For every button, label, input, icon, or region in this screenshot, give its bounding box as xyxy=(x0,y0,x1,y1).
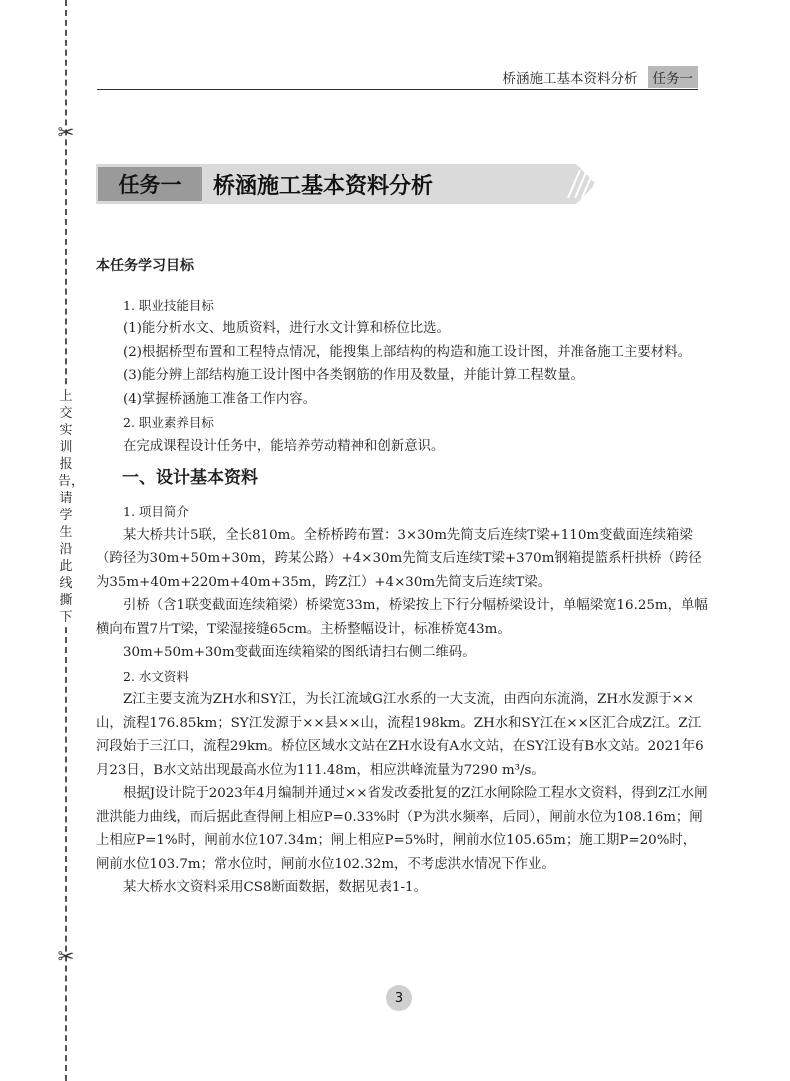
learning-goals-heading: 本任务学习目标 xyxy=(96,258,194,274)
paragraph: 根据J设计院于2023年4月编制并通过××省发改委批复的Z江水闸除险工程水文资料，得到Z江水闸泄洪能力曲线，而后据此查得闸上相应P=0.33%时（P为洪水频率，后同），闸前水位为108.16m；闸上相应P=1%时，闸前水位107.34m；闸上相应P=5%时，闸前水位105.65m；施工期P=20%时，闸前水位103.7m；常水位时，闸前水位102.32m，不考虑洪水情况下作业。 xyxy=(96,786,708,872)
task-banner xyxy=(96,164,596,204)
goal-line: (2)根据桥型布置和工程特点情况，能搜集上部结构的构造和施工设计图，并准备施工主要材料。 xyxy=(123,344,691,360)
goal-line: (3)能分辨上部结构施工设计图中各类钢筋的作用及数量，并能计算工程数量。 xyxy=(123,368,584,383)
page-number: 3 xyxy=(386,985,412,1011)
running-header xyxy=(503,66,699,88)
paragraph: 某大桥共计5联，全长810m。全桥桥跨布置：3×30m先简支后连续T梁+110m变截面连续箱梁（跨径为30m+50m+30m，跨某公路）+4×30m先简支后连续T梁+370m钢箱提篮系杆拱桥（跨径为35m+40m+220m+40m+35m，跨Z江）+4×30m先简支后连续T梁。 xyxy=(96,527,702,590)
paragraph: 30m+50m+30m变截面连续箱梁的图纸请扫右侧二维码。 xyxy=(123,645,476,660)
task-title: 桥涵施工基本资料分析 xyxy=(213,173,434,199)
main-content xyxy=(96,255,708,900)
stripe-decoration-icon xyxy=(566,170,606,198)
goal-line: 1. 职业技能目标 xyxy=(123,297,214,313)
tear-off-note: 上交实训报告，请学生沿此线撕下 xyxy=(58,389,85,625)
section-heading: 一、设计基本资料 xyxy=(122,468,258,488)
subsection-heading: 1. 项目简介 xyxy=(123,504,189,519)
goal-line: (4)掌握桥涵施工准备工作内容。 xyxy=(123,391,317,407)
paragraph: Z江主要支流为ZH水和SY江，为长江流域G江水系的一大支流，由西向东流淌，ZH水发源于××山，流程176.85km；SY江发源于××县××山，流程198km。ZH水和SY江在××区汇合成Z江。Z江河段始于三江口，流程29km。桥位区域水文站在ZH水设有A水文站，在SY江设有B水文站。2021年6月23日，B水文站出现最高水位为111.48m，相应洪峰流量为7290 m³/s。 xyxy=(96,692,704,778)
header-book-title: 桥涵施工基本资料分析 xyxy=(502,71,638,87)
task-label: 任务一 xyxy=(98,167,202,201)
header-task-tag: 任务一 xyxy=(648,66,699,88)
header-rule xyxy=(97,89,698,90)
paragraph: 某大桥水文资料采用CS8断面数据，数据见表1-1。 xyxy=(123,880,427,895)
goal-line: (1)能分析水文、地质资料，进行水文计算和桥位比选。 xyxy=(123,321,450,336)
goal-line: 2. 职业素养目标 xyxy=(123,415,214,430)
paragraph: 引桥（含1联变截面连续箱梁）桥梁宽33m，桥梁按上下行分幅桥梁设计，单幅梁宽16.25m，单幅横向布置7片T梁，T梁湿接缝65cm。主桥整幅设计，标准桥宽43m。 xyxy=(96,598,708,637)
goal-line: 在完成课程设计任务中，能培养劳动精神和创新意识。 xyxy=(123,438,445,454)
subsection-heading: 2. 水文资料 xyxy=(123,668,189,684)
scissors-icon: ✂ xyxy=(57,120,75,144)
scissors-icon: ✂ xyxy=(57,944,75,968)
